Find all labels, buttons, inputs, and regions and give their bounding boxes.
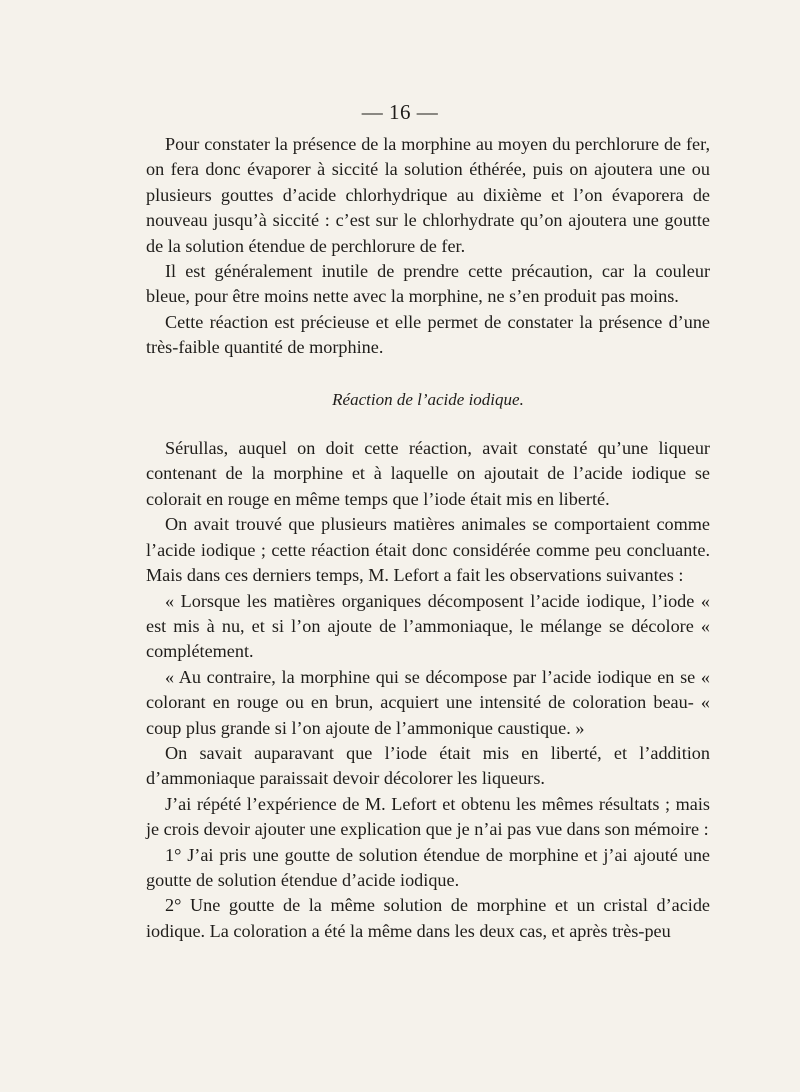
paragraph-experiment-2: 2° Une goutte de la même solution de morphine et un cristal d’acide iodique. La coloration a été la même dans les deux cas, et après très-peu bbox=[146, 895, 710, 941]
body-text bbox=[146, 132, 710, 944]
paragraph-perchlorure-method: Pour constater la présence de la morphine au moyen du perchlorure de fer, on fera donc évaporer à siccité la solution éthérée, puis on ajoutera une ou plusieurs gouttes d’acide chlorhydrique au dixième et l’on évaporera de nouveau jusqu’à siccité : c’est sur le chlorhydrate qu’on ajoutera une goutte de la solution étendue de perchlorure de fer. bbox=[146, 134, 710, 256]
paragraph-experiment-1: 1° J’ai pris une goutte de solution étendue de morphine et j’ai ajouté une goutte de solution étendue d’acide iodique. bbox=[146, 844, 710, 890]
paragraph-animal-matters: On avait trouvé que plusieurs matières animales se comportaient comme l’acide iodique ; cette réaction était donc considérée comme peu concluante. Mais dans ces derniers temps, M. Lefort a fait les observations suivantes : bbox=[146, 514, 710, 586]
paragraph-precaution: Il est généralement inutile de prendre cette précaution, car la couleur bleue, pour être moins nette avec la morphine, ne s’en produit pas moins. bbox=[146, 261, 710, 307]
paragraph-serullas: Sérullas, auquel on doit cette réaction, avait constaté qu’une liqueur contenant de la morphine et à laquelle on ajoutait de l’acide iodique se colorait en rouge en même temps que l’iode était mis en liberté. bbox=[146, 438, 710, 509]
quote-morphine-coloration: « Au contraire, la morphine qui se décompose par l’acide iodique en se « colorant en rouge ou en brun, acquiert une intensité de coloration beau- « coup plus grande si l’on ajoute de l’ammonique caustique. » bbox=[146, 666, 710, 738]
quote-organic-matter: « Lorsque les matières organiques décomposent l’acide iodique, l’iode « est mis à nu, et si l’on ajoute de l’ammoniaque, le mélange se décolore « complétement. bbox=[146, 590, 710, 662]
page-number: — 16 — bbox=[361, 100, 439, 124]
paragraph-sensitivity: Cette réaction est précieuse et elle permet de constater la présence d’une très-faible quantité de morphine. bbox=[146, 311, 710, 358]
paragraph-ammonia: On savait auparavant que l’iode était mis en liberté, et l’addition d’ammoniaque paraissait devoir décolorer les liqueurs. bbox=[146, 742, 710, 789]
section-heading: Réaction de l’acide iodique. bbox=[332, 389, 524, 409]
paragraph-repeated-experiment: J’ai répété l’expérience de M. Lefort et obtenu les mêmes résultats ; mais je crois devoir ajouter une explication que je n’ai pas vue dans son mémoire : bbox=[146, 793, 710, 840]
